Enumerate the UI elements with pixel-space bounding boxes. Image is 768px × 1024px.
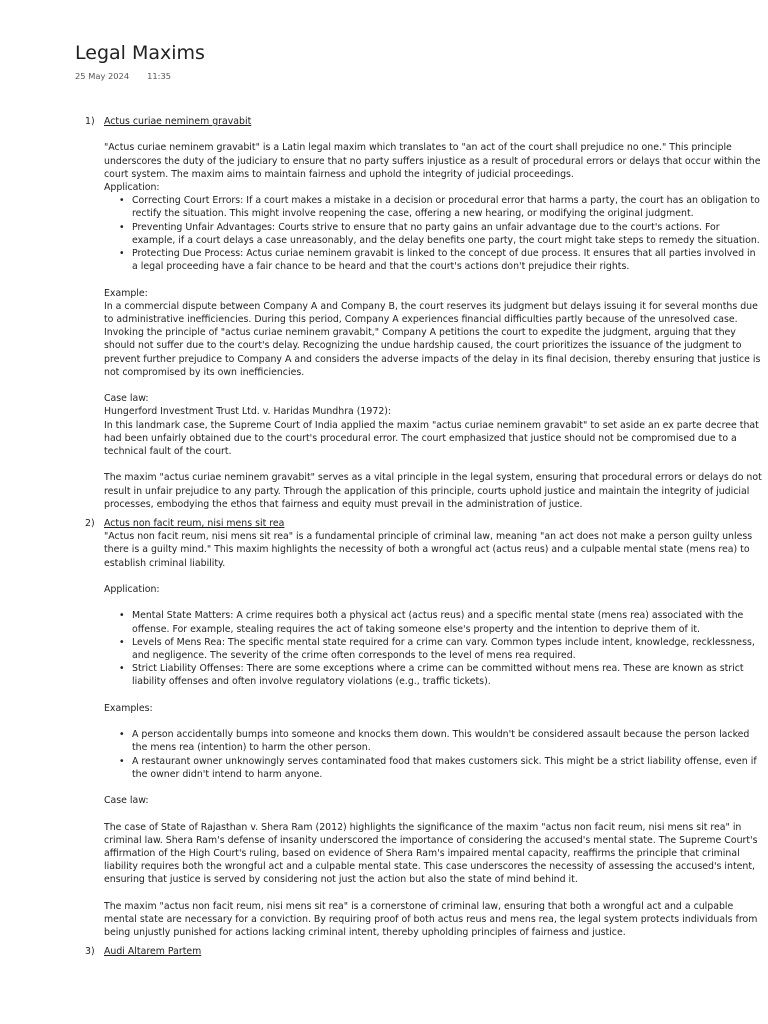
list-item: • Correcting Court Errors: If a court makes a mistake in a decision or procedural error that harms a party, the court has an obligation to rectify the situation. This might involve reopening the case, offering a new hearing, or modifying the original judgment. (132, 194, 762, 220)
caselaw-paragraph: The case of State of Rajasthan v. Shera Ram (2012) highlights the significance of the maxim "actus non facit reum, nisi mens sit rea" in criminal law. Shera Ram's defense of insanity underscored the importance of considering the accused's mental state. The Supreme Court's affirmation of the High Court's ruling, based on evidence of Shera Ram's impaired mental capacity, reaffirms the principle that criminal liability requires both the wrongful act and a culpable mental state. This case underscores the necessity of assessing the accused's intent, ensuring that justice is served by considering not just the action but also the state of mind behind it. (104, 821, 758, 886)
section-3 (0, 945, 768, 958)
application-label: Application: (104, 182, 160, 193)
section-heading: Audi Altarem Partem (104, 946, 202, 958)
conclusion-paragraph: The maxim "actus curiae neminem gravabit" serves as a vital principle in the legal system, ensuring that procedural errors or delays do not result in unfair prejudice to any party. Through the application of this principle, courts uphold justice and maintain the integrity of judicial processes, embodying the ethos that fairness and equity must prevail in the administration of justice. (104, 472, 762, 510)
example-label: Example: (104, 287, 148, 299)
application-label: Application: (104, 584, 160, 596)
list-item: • A person accidentally bumps into someone and knocks them down. This wouldn't be considered assault because the person lacked the mens rea (intention) to harm the other person. (132, 728, 762, 754)
list-item: • Mental State Matters: A crime requires both a physical act (actus reus) and a specific mental state (mens rea) associated with the offense. For example, stealing requires the act of taking someone else's property and the intention to deprive them of it. (132, 609, 762, 635)
example-paragraph: In a commercial dispute between Company A and Company B, the court reserves its judgment but delays issuing it for several months due to administrative inefficiencies. During this period, Company A experiences financial difficulties partly because of the unresolved case. Invoking the principle of "actus curiae neminem gravabit," Company A petitions the court to expedite the judgment, arguing that they should not suffer due to the court's delay. Recognizing the undue hardship caused, the court prioritizes the issuance of the judgment to prevent further prejudice to Company A and considers the adverse impacts of the delay in its final decision, thereby ensuring that justice is not compromised by its own inefficiencies. (104, 300, 761, 378)
list-item: • Levels of Mens Rea: The specific mental state required for a crime can vary. Common types include intent, knowledge, recklessness, and negligence. The severity of the crime often corresponds to the level of mens rea required. (132, 636, 762, 662)
list-item: • A restaurant owner unknowingly serves contaminated food that makes customers sick. This might be a strict liability offense, even if the owner didn't intend to harm anyone. (132, 755, 762, 781)
application-list (104, 609, 762, 688)
page-title: Legal Maxims (75, 42, 205, 64)
list-item: • Strict Liability Offenses: There are some exceptions where a crime can be committed without mens rea. These are known as strict liability offenses and often involve regulatory violations (e.g., traffic tickets). (132, 662, 762, 688)
section-heading: Actus curiae neminem gravabit (104, 116, 252, 127)
examples-list (104, 728, 762, 781)
caselaw-paragraph: In this landmark case, the Supreme Court of India applied the maxim "actus curiae neminem gravabit" to set aside an ex parte decree that had been unfairly obtained due to the court's procedural error. The court emphasized that justice should not be compromised due to a technical fault of the court. (104, 419, 759, 458)
date-text: 25 May 2024 (75, 71, 130, 81)
note-body[interactable] (0, 115, 768, 959)
section-1 (0, 115, 768, 511)
caselaw-label: Case law: (104, 393, 149, 405)
application-list (104, 194, 762, 273)
examples-label: Examples: (104, 702, 153, 714)
section-number: 2) (85, 518, 95, 530)
intro-paragraph: "Actus curiae neminem gravabit" is a Latin legal maxim which translates to "an act of the court shall prejudice no one." This principle underscores the duty of the judiciary to ensure that no party suffers injustice as a result of procedural errors or delays that occur within the court system. The maxim aims to maintain fairness and uphold the integrity of judicial proceedings. (104, 142, 761, 180)
caselaw-label: Case law: (104, 795, 149, 807)
section-heading: Actus non facit reum, nisi mens sit rea (104, 518, 285, 530)
conclusion-paragraph: The maxim "actus non facit reum, nisi mens sit rea" is a cornerstone of criminal law, ensuring that both a wrongful act and a culpable mental state are necessary for a conviction. By requiring proof of both actus reus and mens rea, the legal system protects individuals from being unjustly punished for actions lacking criminal intent, thereby upholding principles of fairness and justice. (104, 900, 758, 939)
intro-paragraph: "Actus non facit reum, nisi mens sit rea" is a fundamental principle of criminal law, meaning "an act does not make a person guilty unless there is a guilty mind." This maxim highlights the necessity of both a wrongful act (actus reus) and a culpable mental state (mens rea) to establish criminal liability. (104, 531, 753, 569)
section-number: 3) (85, 946, 95, 958)
list-item: • Preventing Unfair Advantages: Courts strive to ensure that no party gains an unfair advantage due to the court's actions. For example, if a court delays a case unreasonably, and the delay benefits one party, the court might take steps to remedy the situation. (132, 221, 762, 247)
list-item: • Protecting Due Process: Actus curiae neminem gravabit is linked to the concept of due process. It ensures that all parties involved in a legal proceeding have a fair chance to be heard and that the court's actions don't prejudice their rights. (132, 247, 762, 273)
section-2 (0, 517, 768, 939)
timestamp (75, 71, 171, 81)
section-number: 1) (85, 116, 95, 127)
caselaw-name: Hungerford Investment Trust Ltd. v. Haridas Mundhra (1972): (104, 406, 392, 418)
time-text: 11:35 (147, 71, 172, 81)
